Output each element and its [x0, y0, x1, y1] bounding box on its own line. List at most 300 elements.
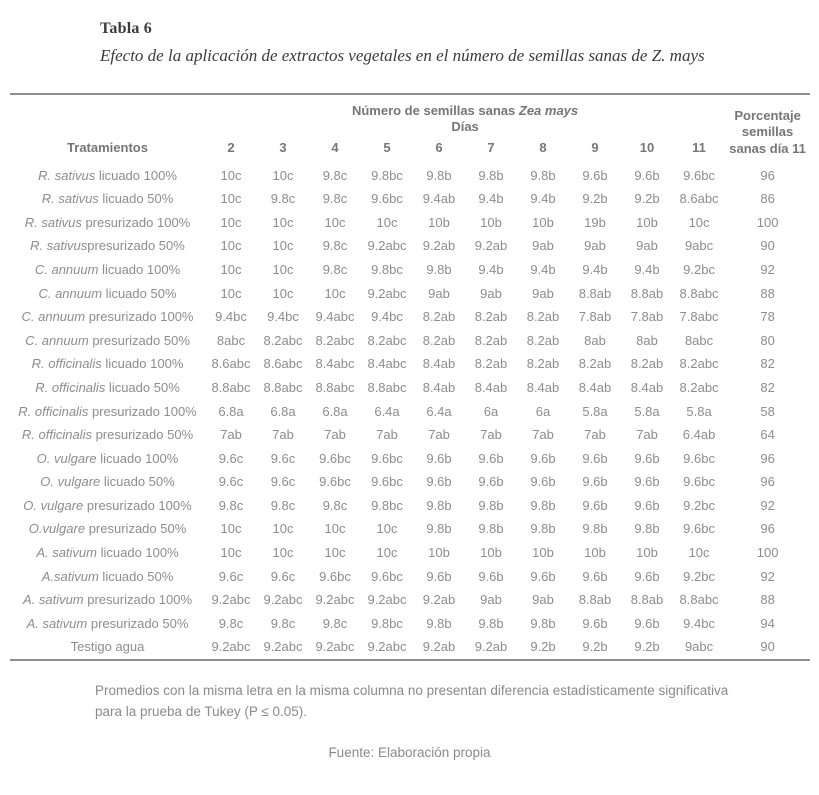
- species-name: C. annuum: [34, 261, 99, 277]
- day-value-cell: 8ab: [584, 332, 606, 348]
- day-value-cell: 9.4b: [478, 261, 504, 277]
- day-value-cell: 6a: [535, 403, 551, 419]
- day-value-cell: 8.2abc: [315, 332, 355, 348]
- day-value-cell: 9abc: [684, 639, 714, 655]
- day-value-cell: 7.8abc: [679, 309, 719, 325]
- day-value-cell: 9.6c: [218, 474, 244, 490]
- table-row: [10, 612, 810, 636]
- day-value-cell: 10c: [688, 214, 710, 230]
- day-value-cell: 10b: [532, 545, 554, 561]
- day-column-header: 5: [383, 140, 391, 156]
- percent-cell: 88: [760, 592, 775, 608]
- day-value-cell: 9.6b: [582, 167, 608, 183]
- day-value-cell: 10b: [532, 214, 554, 230]
- day-value-cell: 7.8ab: [630, 309, 664, 325]
- day-value-cell: 9.6b: [582, 568, 608, 584]
- table-row: [10, 399, 810, 423]
- day-value-cell: 5.8a: [582, 403, 608, 419]
- day-value-cell: 9.6bc: [319, 450, 351, 466]
- day-value-cell: 8.8ab: [578, 592, 612, 608]
- day-value-cell: 8.2ab: [526, 332, 560, 348]
- day-value-cell: 8.8ab: [630, 285, 664, 301]
- day-value-cell: 8.4ab: [630, 379, 664, 395]
- day-value-cell: 9.8b: [530, 521, 556, 537]
- percent-cell: 88: [760, 285, 775, 301]
- day-value-cell: 9.6bc: [683, 521, 715, 537]
- column-header-row: [10, 136, 810, 163]
- species-name: C. annuum: [21, 309, 86, 325]
- treatment-name: C. annuum licuado 100%: [34, 261, 181, 277]
- day-value-cell: 9ab: [584, 238, 606, 254]
- day-value-cell: 10c: [220, 521, 242, 537]
- species-name: C. annuum: [38, 285, 103, 301]
- day-column-header: 3: [279, 140, 287, 156]
- species-name: A. sativum: [36, 545, 97, 561]
- day-value-cell: 9ab: [636, 238, 658, 254]
- day-value-cell: 9.8b: [426, 497, 452, 513]
- table-row: [10, 517, 810, 541]
- species-name: R. officinalis: [31, 356, 102, 372]
- day-value-cell: 8.8abc: [263, 379, 303, 395]
- table-header: [10, 94, 810, 164]
- day-value-cell: 9.6bc: [683, 167, 715, 183]
- treatments-header-spacer: [10, 94, 205, 137]
- day-value-cell: 8.2abc: [367, 332, 407, 348]
- day-value-cell: 9.8b: [478, 521, 504, 537]
- table-row: [10, 588, 810, 612]
- percent-cell: 82: [760, 379, 775, 395]
- table-row: [10, 564, 810, 588]
- table-row: [10, 281, 810, 305]
- table-row: [10, 352, 810, 376]
- day-value-cell: 8.8abc: [679, 285, 719, 301]
- day-value-cell: 9.2ab: [422, 592, 456, 608]
- day-value-cell: 9.6b: [582, 615, 608, 631]
- day-value-cell: 9.8bc: [371, 261, 403, 277]
- day-value-cell: 7ab: [584, 427, 606, 443]
- treatment-name: O. vulgare licuado 100%: [36, 450, 179, 466]
- day-value-cell: 10c: [272, 214, 294, 230]
- table-row: [10, 470, 810, 494]
- day-value-cell: 9.6b: [582, 450, 608, 466]
- day-value-cell: 10b: [636, 214, 658, 230]
- percent-cell: 82: [760, 356, 775, 372]
- day-value-cell: 8.2ab: [578, 356, 612, 372]
- day-column-header: 9: [591, 140, 599, 156]
- day-value-cell: 9.8c: [322, 261, 348, 277]
- day-value-cell: 8.6abc: [679, 191, 719, 207]
- day-value-cell: 10c: [324, 545, 346, 561]
- day-value-cell: 9.6b: [478, 450, 504, 466]
- day-value-cell: 9.2ab: [422, 639, 456, 655]
- day-value-cell: 9abc: [684, 238, 714, 254]
- percent-cell: 58: [760, 403, 775, 419]
- day-value-cell: 9.6bc: [319, 568, 351, 584]
- percent-cell: 92: [760, 261, 775, 277]
- day-value-cell: 9.8bc: [371, 497, 403, 513]
- treatment-name: A.sativum licuado 50%: [41, 568, 174, 584]
- day-value-cell: 9.4b: [634, 261, 660, 277]
- day-value-cell: 7ab: [428, 427, 450, 443]
- day-value-cell: 9.2abc: [367, 285, 407, 301]
- table-row: [10, 305, 810, 329]
- species-name: C. annuum: [25, 332, 89, 348]
- day-value-cell: 9.8c: [218, 497, 244, 513]
- day-value-cell: 7ab: [532, 427, 554, 443]
- day-value-cell: 9.6b: [478, 568, 504, 584]
- table-row: [10, 234, 810, 258]
- treatment-name: R. sativus licuado 50%: [41, 191, 174, 207]
- species-name: A.sativum: [41, 568, 99, 584]
- species-name: O. vulgare: [23, 497, 84, 513]
- day-column-header: 4: [331, 140, 339, 156]
- day-value-cell: 9.6b: [582, 497, 608, 513]
- day-value-cell: 7ab: [220, 427, 242, 443]
- treatment-name: R. sativuspresurizado 50%: [30, 238, 185, 254]
- day-value-cell: 7ab: [636, 427, 658, 443]
- day-value-cell: 9.4bc: [215, 309, 247, 325]
- day-value-cell: 9.4b: [530, 261, 556, 277]
- species-name: R. sativus: [38, 167, 96, 183]
- day-value-cell: 9.6b: [530, 450, 556, 466]
- treatment-name: R. sativus licuado 100%: [38, 167, 177, 183]
- day-column-header: 8: [539, 140, 547, 156]
- day-value-cell: 9.8b: [530, 615, 556, 631]
- day-value-cell: 10b: [584, 545, 606, 561]
- day-value-cell: 7ab: [376, 427, 398, 443]
- treatment-name: R. sativus presurizado 100%: [24, 214, 191, 230]
- day-value-cell: 9.6bc: [371, 450, 403, 466]
- species-name: O. vulgare: [40, 474, 101, 490]
- percent-cell: 64: [760, 427, 775, 443]
- day-value-cell: 9.6b: [634, 167, 660, 183]
- day-value-cell: 9.8b: [530, 167, 556, 183]
- percent-cell: 90: [760, 238, 775, 254]
- percent-cell: 92: [760, 568, 775, 584]
- day-value-cell: 9.8c: [270, 497, 296, 513]
- day-value-cell: 9.6c: [270, 474, 296, 490]
- day-value-cell: 6.8a: [270, 403, 296, 419]
- day-value-cell: 9.2abc: [263, 639, 303, 655]
- table-row: [10, 328, 810, 352]
- species-name: R. sativus: [30, 238, 88, 254]
- day-value-cell: 9ab: [480, 285, 502, 301]
- day-value-cell: 9.8c: [218, 615, 244, 631]
- day-value-cell: 9.6b: [426, 568, 452, 584]
- day-value-cell: 6.4ab: [682, 427, 716, 443]
- day-value-cell: 5.8a: [686, 403, 712, 419]
- treatment-name: A. sativum presurizado 50%: [26, 615, 189, 631]
- species-name: R. officinalis: [21, 427, 92, 443]
- day-value-cell: 8.2ab: [526, 356, 560, 372]
- table-row: [10, 423, 810, 447]
- day-value-cell: 8.8abc: [211, 379, 251, 395]
- day-value-cell: 8abc: [216, 332, 246, 348]
- day-value-cell: 10c: [376, 214, 398, 230]
- day-value-cell: 9.6b: [530, 474, 556, 490]
- day-value-cell: 10b: [428, 214, 450, 230]
- day-value-cell: 8.2ab: [630, 356, 664, 372]
- day-value-cell: 7.8ab: [578, 309, 612, 325]
- day-value-cell: 9.6bc: [319, 474, 351, 490]
- treatment-name: R. officinalis licuado 100%: [31, 356, 184, 372]
- day-value-cell: 8.2ab: [474, 332, 508, 348]
- treatment-name: O. vulgare licuado 50%: [40, 474, 175, 490]
- percent-cell: 96: [760, 167, 775, 183]
- day-value-cell: 9.6b: [478, 474, 504, 490]
- day-value-cell: 9ab: [428, 285, 450, 301]
- percent-cell: 100: [756, 214, 779, 230]
- day-value-cell: 6.8a: [322, 403, 348, 419]
- day-value-cell: 9.6c: [218, 450, 244, 466]
- table-row: [10, 446, 810, 470]
- day-value-cell: 9.8b: [478, 615, 504, 631]
- day-value-cell: 9ab: [532, 285, 554, 301]
- day-value-cell: 9.2abc: [211, 592, 251, 608]
- day-value-cell: 7ab: [324, 427, 346, 443]
- day-value-cell: 8abc: [684, 332, 714, 348]
- day-value-cell: 5.8a: [634, 403, 660, 419]
- day-value-cell: 9.8c: [270, 615, 296, 631]
- day-value-cell: 10c: [272, 167, 294, 183]
- day-value-cell: 9.2abc: [315, 592, 355, 608]
- species-name: R. sativus: [41, 191, 99, 207]
- day-value-cell: 9.8c: [322, 497, 348, 513]
- day-value-cell: 9.2ab: [474, 639, 508, 655]
- day-value-cell: 9.2ab: [474, 238, 508, 254]
- day-value-cell: 9.8c: [322, 191, 348, 207]
- day-value-cell: 9.4bc: [683, 615, 715, 631]
- group-title-species: Zea mays: [518, 102, 579, 118]
- percent-column-header: Porcentaje semillas sanas día 11: [729, 107, 806, 157]
- day-value-cell: 9.2abc: [315, 639, 355, 655]
- day-column-header: 11: [692, 140, 706, 156]
- day-value-cell: 9.4bc: [267, 309, 299, 325]
- day-value-cell: 9.4ab: [422, 191, 456, 207]
- day-value-cell: 8.2ab: [526, 309, 560, 325]
- day-value-cell: 10c: [324, 285, 346, 301]
- percent-cell: 96: [760, 450, 775, 466]
- day-value-cell: 10b: [480, 545, 502, 561]
- day-value-cell: 6.4a: [374, 403, 400, 419]
- group-header-row: [10, 94, 810, 137]
- species-name: R. officinalis: [35, 379, 106, 395]
- table-row: [10, 258, 810, 282]
- day-value-cell: 9.8b: [426, 521, 452, 537]
- day-value-cell: 10c: [324, 214, 346, 230]
- day-value-cell: 10c: [220, 545, 242, 561]
- day-value-cell: 9.4abc: [315, 309, 355, 325]
- day-value-cell: 9.2bc: [683, 568, 715, 584]
- day-value-cell: 9ab: [480, 592, 502, 608]
- day-value-cell: 9ab: [532, 592, 554, 608]
- day-value-cell: 9.8c: [322, 615, 348, 631]
- day-value-cell: 9.2b: [582, 191, 608, 207]
- day-value-cell: 9.2abc: [211, 639, 251, 655]
- day-value-cell: 8.6abc: [211, 356, 251, 372]
- treatment-name: R. officinalis presurizado 100%: [18, 403, 197, 419]
- day-value-cell: 9.6b: [426, 450, 452, 466]
- treatment-name: A. sativum presurizado 100%: [22, 592, 193, 608]
- day-value-cell: 9.6b: [530, 568, 556, 584]
- treatment-name: C. annuum licuado 50%: [38, 285, 177, 301]
- table-row: [10, 187, 810, 211]
- day-value-cell: 9.8b: [530, 497, 556, 513]
- table-row: [10, 635, 810, 660]
- day-value-cell: 10c: [272, 261, 294, 277]
- treatment-name: A. sativum licuado 100%: [36, 545, 179, 561]
- day-value-cell: 10b: [428, 545, 450, 561]
- day-value-cell: 10c: [272, 545, 294, 561]
- day-value-cell: 9.6bc: [371, 474, 403, 490]
- day-column-header: 7: [487, 140, 495, 156]
- day-value-cell: 10c: [272, 521, 294, 537]
- day-value-cell: 8.2abc: [679, 379, 719, 395]
- table-row: [10, 541, 810, 565]
- day-value-cell: 8.8ab: [630, 592, 664, 608]
- day-value-cell: 9.8c: [270, 191, 296, 207]
- day-value-cell: 10c: [688, 545, 710, 561]
- day-value-cell: 10c: [324, 521, 346, 537]
- day-value-cell: 9.2b: [634, 639, 660, 655]
- day-column-header: 6: [435, 140, 443, 156]
- document-page: [0, 20, 819, 795]
- treatment-name: Testigo agua: [70, 639, 145, 655]
- day-column-header: 2: [227, 140, 235, 156]
- day-value-cell: 10b: [480, 214, 502, 230]
- day-value-cell: 9.8c: [322, 238, 348, 254]
- species-name: A. sativum: [26, 615, 88, 631]
- day-value-cell: 9.6b: [634, 497, 660, 513]
- day-value-cell: 8ab: [636, 332, 658, 348]
- species-name: O. vulgare: [36, 450, 97, 466]
- day-value-cell: 8.8ab: [578, 285, 612, 301]
- day-value-cell: 9.2abc: [367, 592, 407, 608]
- day-value-cell: 9.6bc: [683, 450, 715, 466]
- percent-cell: 92: [760, 497, 775, 513]
- day-value-cell: 8.4abc: [367, 356, 407, 372]
- day-value-cell: 6.4a: [426, 403, 452, 419]
- day-value-cell: 9.6bc: [371, 568, 403, 584]
- day-value-cell: 6.8a: [218, 403, 244, 419]
- day-value-cell: 9.4bc: [371, 309, 403, 325]
- day-value-cell: 9.6b: [634, 474, 660, 490]
- day-value-cell: 9.6b: [634, 615, 660, 631]
- day-value-cell: 8.6abc: [263, 356, 303, 372]
- day-value-cell: 9.8b: [582, 521, 608, 537]
- day-value-cell: 9.4b: [582, 261, 608, 277]
- day-value-cell: 10c: [376, 521, 398, 537]
- day-value-cell: 10c: [272, 238, 294, 254]
- day-value-cell: 9.2b: [530, 639, 556, 655]
- percent-cell: 78: [760, 309, 775, 325]
- day-value-cell: 9.8c: [322, 167, 348, 183]
- day-value-cell: 10c: [220, 285, 242, 301]
- day-value-cell: 9.2abc: [367, 639, 407, 655]
- percent-cell: 90: [760, 639, 775, 655]
- treatment-name: C. annuum presurizado 100%: [21, 309, 194, 325]
- day-value-cell: 9.2abc: [367, 238, 407, 254]
- day-value-cell: 10b: [636, 545, 658, 561]
- day-value-cell: 9.6b: [634, 568, 660, 584]
- percent-cell: 94: [760, 615, 775, 631]
- day-column-header: 10: [639, 140, 655, 156]
- day-value-cell: 9.2bc: [683, 497, 715, 513]
- day-value-cell: 8.4abc: [315, 356, 355, 372]
- species-name: R. officinalis: [18, 403, 89, 419]
- day-value-cell: 9.8b: [478, 167, 504, 183]
- day-value-cell: 9.2bc: [683, 261, 715, 277]
- day-value-cell: 10c: [220, 191, 242, 207]
- day-value-cell: 9.2ab: [422, 238, 456, 254]
- day-value-cell: 9.6b: [582, 474, 608, 490]
- species-name: O.vulgare: [28, 521, 86, 537]
- day-value-cell: 8.2abc: [263, 332, 303, 348]
- day-value-cell: 9.2abc: [263, 592, 303, 608]
- day-value-cell: 10c: [272, 285, 294, 301]
- day-value-cell: 9.6b: [634, 450, 660, 466]
- day-value-cell: 9.6c: [270, 450, 296, 466]
- day-value-cell: 6a: [483, 403, 499, 419]
- day-value-cell: 9.8b: [426, 261, 452, 277]
- day-value-cell: 8.8abc: [367, 379, 407, 395]
- results-table: [10, 93, 810, 661]
- day-value-cell: 9.6c: [218, 568, 244, 584]
- day-value-cell: 19b: [584, 214, 606, 230]
- day-value-cell: 9.4b: [478, 191, 504, 207]
- species-name: R. sativus: [24, 214, 82, 230]
- group-title: [205, 103, 725, 120]
- table-footnote: Promedios con la misma letra en la misma columna no presentan diferencia estadísticamente significativa para la prueba de Tukey (P ≤ 0.05).: [95, 682, 729, 719]
- table-row: [10, 163, 810, 187]
- table-caption: Efecto de la aplicación de extractos vegetales en el número de semillas sanas de Z. mays: [100, 46, 705, 65]
- treatment-name: R. officinalis presurizado 50%: [21, 427, 194, 443]
- percent-cell: 80: [760, 332, 775, 348]
- day-value-cell: 8.4ab: [422, 356, 456, 372]
- table-row: [10, 494, 810, 518]
- species-name: A. sativum: [22, 592, 84, 608]
- treatments-column-header: Tratamientos: [67, 140, 148, 156]
- day-value-cell: 9.6c: [270, 568, 296, 584]
- day-value-cell: 8.4ab: [474, 379, 508, 395]
- day-value-cell: 9.8bc: [371, 167, 403, 183]
- day-value-cell: 8.2ab: [474, 356, 508, 372]
- day-value-cell: 9.6bc: [683, 474, 715, 490]
- day-value-cell: 8.2ab: [422, 332, 456, 348]
- title-block: [100, 20, 819, 69]
- day-value-cell: 8.2ab: [422, 309, 456, 325]
- treatment-name: R. officinalis licuado 50%: [35, 379, 180, 395]
- day-value-cell: 9.2b: [634, 191, 660, 207]
- day-value-cell: 10c: [220, 238, 242, 254]
- percent-cell: 96: [760, 521, 775, 537]
- day-value-cell: 9.6b: [426, 474, 452, 490]
- day-value-cell: 10c: [220, 261, 242, 277]
- day-value-cell: 9.4b: [530, 191, 556, 207]
- day-value-cell: 8.4ab: [422, 379, 456, 395]
- treatment-name: C. annuum presurizado 50%: [25, 332, 190, 348]
- day-value-cell: 9.8b: [478, 497, 504, 513]
- day-value-cell: 9ab: [532, 238, 554, 254]
- table-row: [10, 210, 810, 234]
- day-value-cell: 8.2abc: [679, 356, 719, 372]
- day-value-cell: 7ab: [272, 427, 294, 443]
- day-value-cell: 8.8abc: [679, 592, 719, 608]
- day-value-cell: 9.6bc: [371, 191, 403, 207]
- table-number-label: Tabla 6: [100, 20, 152, 37]
- day-value-cell: 9.8b: [426, 615, 452, 631]
- group-title-text: Número de semillas sanas: [351, 102, 519, 118]
